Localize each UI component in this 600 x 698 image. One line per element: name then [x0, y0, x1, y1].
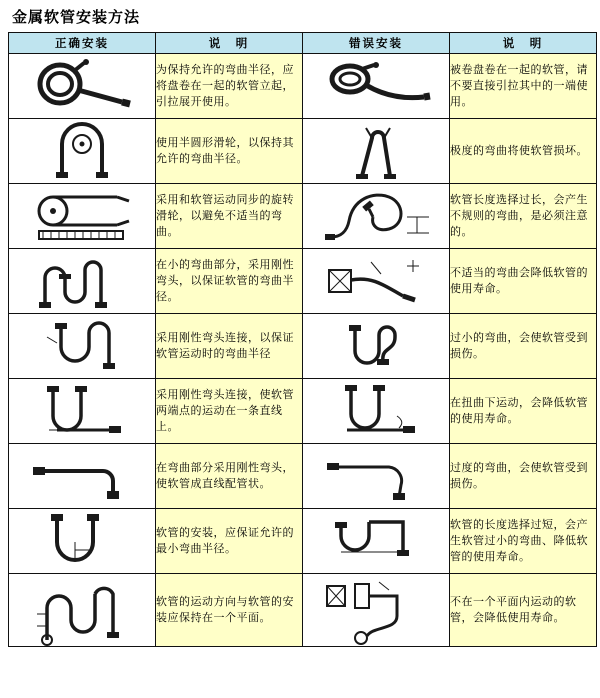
over-length-small-bend-icon: [303, 509, 450, 574]
table-row: [9, 509, 597, 574]
rotating-pulley-track-icon: [9, 184, 156, 249]
wrong-description: 软管长度选择过长，会产生不规则的弯曲，是必须注意的。: [450, 184, 597, 249]
improper-bend-short-life-icon: [303, 249, 450, 314]
wrong-description: 过度的弯曲，会使软管受到损伤。: [450, 444, 597, 509]
correct-description: 在弯曲部分采用刚性弯头，使软管成直线配管状。: [156, 444, 303, 509]
table-row: [9, 574, 597, 647]
table-row: [9, 379, 597, 444]
table-row: [9, 54, 597, 119]
rigid-elbow-connection-u-icon: [9, 314, 156, 379]
header-correct-install: 正确安装: [9, 33, 156, 54]
straight-pipe-with-elbow-icon: [9, 444, 156, 509]
excess-length-irregular-bend-icon: [303, 184, 450, 249]
correct-description: 采用刚性弯头连接，以保证软管运动时的弯曲半径: [156, 314, 303, 379]
correct-description: 为保持允许的弯曲半径，应将盘卷在一起的软管立起，引拉展开使用。: [156, 54, 303, 119]
table-row: [9, 314, 597, 379]
out-of-plane-motion-icon: [303, 574, 450, 647]
semicircular-pulley-loop-icon: [9, 119, 156, 184]
header-wrong-desc: 说 明: [450, 33, 597, 54]
coiled-hose-standing-icon: [9, 54, 156, 119]
sharp-bend-narrow-loop-icon: [303, 119, 450, 184]
correct-description: 使用半圆形滑轮，以保持其允许的弯曲半径。: [156, 119, 303, 184]
correct-description: 在小的弯曲部分，采用刚性弯头，以保证软管的弯曲半径。: [156, 249, 303, 314]
torsion-motion-u-icon: [303, 379, 450, 444]
same-plane-motion-icon: [9, 574, 156, 647]
page-title: 金属软管安装方法: [12, 8, 141, 26]
table-header-row: [9, 33, 597, 54]
wrong-description: 不在一个平面内运动的软管，会降低使用寿命。: [450, 574, 597, 647]
table-row: [9, 184, 597, 249]
wrong-description: 过小的弯曲，会使软管受到损伤。: [450, 314, 597, 379]
correct-description: 采用和软管运动同步的旋转滑轮，以避免不适当的弯曲。: [156, 184, 303, 249]
table-row: [9, 119, 597, 184]
wrong-description: 在扭曲下运动，会降低软管的使用寿命。: [450, 379, 597, 444]
wrong-description: 不适当的弯曲会降低软管的使用寿命。: [450, 249, 597, 314]
wrong-description: 软管的长度选择过短，会产生软管过小的弯曲、降低软管的使用寿命。: [450, 509, 597, 574]
correct-description: 采用刚性弯头连接，使软管两端点的运动在一条直线上。: [156, 379, 303, 444]
wrong-description: 被卷盘卷在一起的软管，请不要直接引拉其中的一端使用。: [450, 54, 597, 119]
minimum-bend-radius-u-icon: [9, 509, 156, 574]
header-correct-desc: 说 明: [156, 33, 303, 54]
installation-methods-table: [8, 32, 597, 647]
coiled-hose-pulled-icon: [303, 54, 450, 119]
correct-description: 软管的运动方向与软管的安装应保持在一个平面。: [156, 574, 303, 647]
too-small-bend-damage-icon: [303, 314, 450, 379]
rigid-elbow-small-bend-icon: [9, 249, 156, 314]
over-bending-damage-icon: [303, 444, 450, 509]
wrong-description: 极度的弯曲将使软管损坏。: [450, 119, 597, 184]
table-row: [9, 444, 597, 509]
rigid-elbow-straight-line-icon: [9, 379, 156, 444]
header-wrong-install: 错误安装: [303, 33, 450, 54]
table-row: [9, 249, 597, 314]
correct-description: 软管的安装，应保证允许的最小弯曲半径。: [156, 509, 303, 574]
